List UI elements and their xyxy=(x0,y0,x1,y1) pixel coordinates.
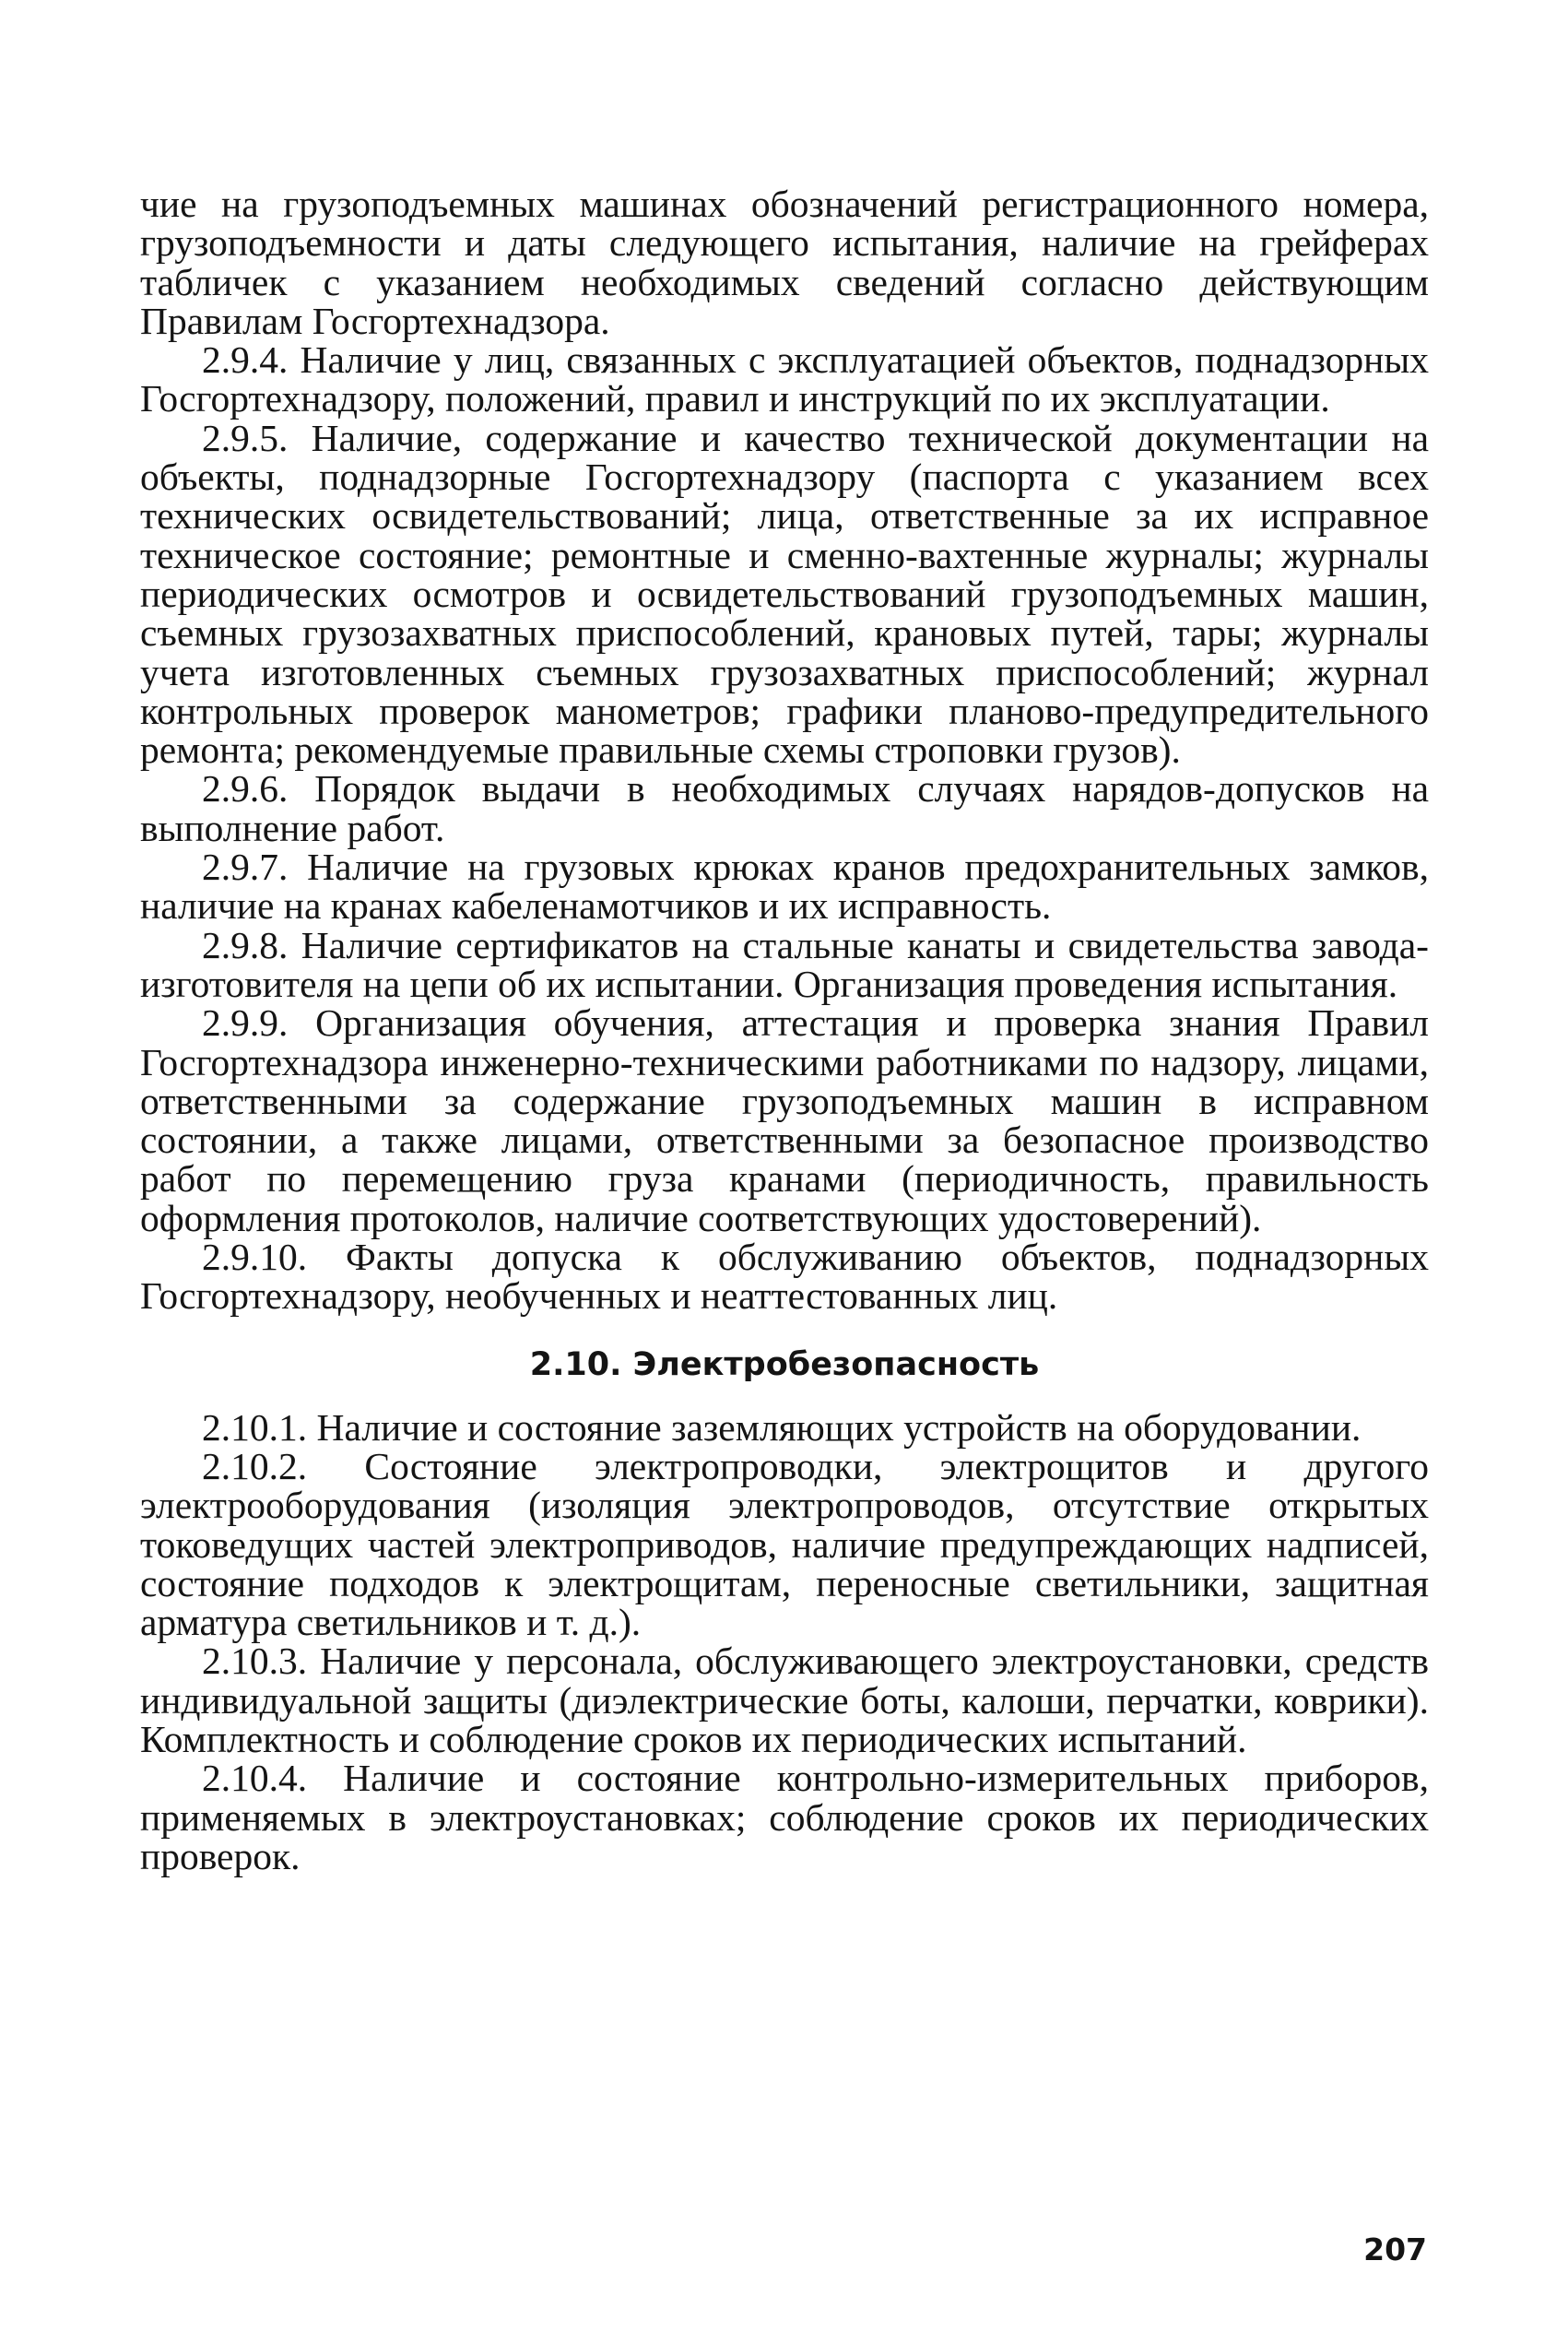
paragraph-2-9-5: 2.9.5. Наличие, содержание и качество технической документации на объекты, поднадзорные Госгортехнадзору (паспорта с указанием всех технических освидетельствований; лица, ответственные за их исправное техническое состояние; ремонтные и сменно-вахтенные журналы; журналы периодических осмотров и освидетельствований грузоподъемных машин, съемных грузозахватных приспособлений, крановых путей, тары; журналы учета изготовленных съемных грузозахватных приспособлений; журнал контрольных проверок манометров; графики планово-предупредительного ремонта; рекомендуемые правильные схемы строповки грузов). xyxy=(140,416,1429,772)
paragraph-2-10-1: 2.10.1. Наличие и состояние заземляющих устройств на оборудовании. xyxy=(202,1405,1362,1449)
document-body xyxy=(140,184,1429,1876)
section-heading: 2.10. Электробезопасность xyxy=(529,1345,1040,1383)
paragraph-2-10-4: 2.10.4. Наличие и состояние контрольно-измерительных приборов, применяемых в электроустановках; соблюдение сроков их периодических проверок. xyxy=(140,1757,1429,1877)
paragraph-2-9-8: 2.9.8. Наличие сертификатов на стальные канаты и свидетельства завода-изготовителя на цепи об их испытании. Организация проведения испытания. xyxy=(140,923,1429,1005)
paragraph-continuation: чие на грузоподъемных машинах обозначений регистрационного номера, грузоподъемности и даты следующего испытания, наличие на грейферах табличек с указанием необходимых сведений согласно действующим Правилам Госгортехнадзора. xyxy=(140,183,1429,342)
paragraph-2-10-3: 2.10.3. Наличие у персонала, обслуживающего электроустановки, средств индивидуальной защиты (диэлектрические боты, калоши, перчатки, коврики). Комплектность и соблюдение сроков их периодических испытаний. xyxy=(140,1640,1429,1760)
page-number: 207 xyxy=(1363,2231,1427,2267)
paragraph-2-9-9: 2.9.9. Организация обучения, аттестация и проверка знания Правил Госгортехнадзора инженерно-техническими работниками по надзору, лицами, ответственными за содержание грузоподъемных машин в исправном состоянии, а также лицами, ответственными за безопасное производство работ по перемещению груза кранами (периодичность, правильность оформления протоколов, наличие соответствующих удостоверений). xyxy=(140,1001,1429,1239)
paragraph-2-9-6: 2.9.6. Порядок выдачи в необходимых случаях нарядов-допусков на выполнение работ. xyxy=(140,767,1429,849)
paragraph-2-9-7: 2.9.7. Наличие на грузовых крюках кранов предохранительных замков, наличие на кранах кабеленамотчиков и их исправность. xyxy=(140,846,1429,928)
paragraph-2-9-10: 2.9.10. Факты допуска к обслуживанию объектов, поднадзорных Госгортехнадзору, необученных и неаттестованных лиц. xyxy=(140,1236,1429,1318)
paragraph-2-9-4: 2.9.4. Наличие у лиц, связанных с эксплуатацией объектов, поднадзорных Госгортехнадзору, положений, правил и инструкций по их эксплуатации. xyxy=(140,338,1429,420)
paragraph-2-10-2: 2.10.2. Состояние электропроводки, электрощитов и другого электрооборудования (изоляция электропроводов, отсутствие открытых токоведущих частей электроприводов, наличие предупреждающих надписей, состояние подходов к электрощитам, переносные светильники, защитная арматура светильников и т. д.). xyxy=(140,1444,1429,1644)
